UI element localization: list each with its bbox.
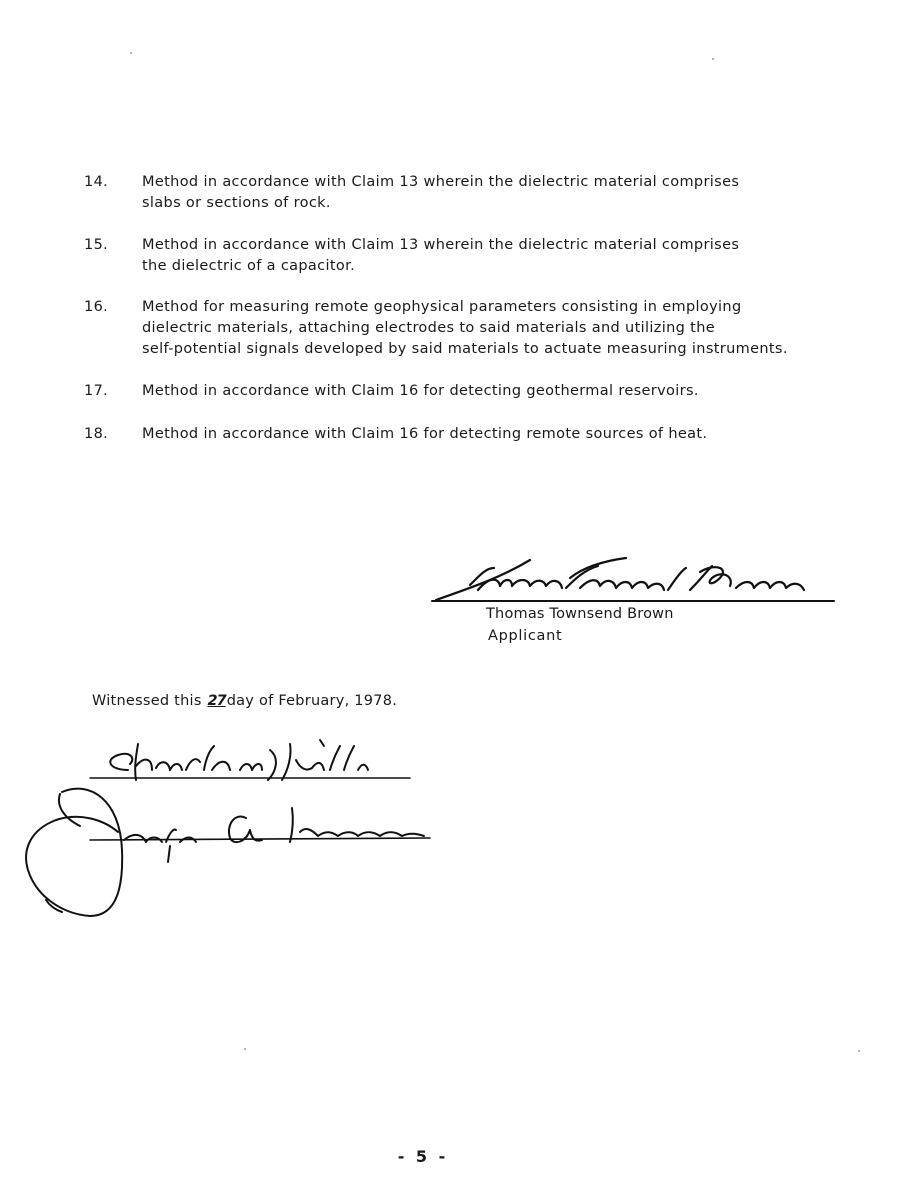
scan-speck — [858, 1050, 860, 1052]
claim-line: the dielectric of a capacitor. — [142, 258, 356, 274]
claim-number: 17. — [84, 383, 109, 399]
applicant-signature — [432, 558, 834, 601]
claim-line: dielectric materials, attaching electrodes to said materials and utilizing the — [142, 320, 716, 336]
claim-line: Method in accordance with Claim 16 for detecting geothermal reservoirs. — [142, 383, 699, 399]
witness-prefix: Witnessed this — [92, 693, 202, 709]
claim-line: slabs or sections of rock. — [142, 195, 331, 211]
scan-speck — [244, 1048, 246, 1050]
witness-suffix: day of February, 1978. — [226, 693, 398, 709]
witness-day: 27 — [207, 693, 226, 709]
page-number: - 5 - — [397, 1147, 449, 1166]
claim-number: 16. — [84, 299, 109, 315]
claim-number: 15. — [84, 237, 109, 253]
claim-line: self-potential signals developed by said materials to actuate measuring instruments. — [142, 341, 788, 357]
claim-line: Method in accordance with Claim 13 wherein the dielectric material comprises — [142, 237, 740, 253]
claim-line: Method in accordance with Claim 16 for detecting remote sources of heat. — [142, 426, 708, 442]
claim-number: 14. — [84, 174, 109, 190]
claim-number: 18. — [84, 426, 109, 442]
applicant-role: Applicant — [488, 628, 563, 644]
witness-statement — [92, 693, 397, 709]
witness-signature-1 — [90, 740, 410, 780]
witness-signature-2 — [26, 789, 430, 916]
applicant-name: Thomas Townsend Brown — [486, 606, 674, 622]
scan-speck — [130, 52, 132, 54]
scan-speck — [712, 58, 714, 60]
claim-line: Method in accordance with Claim 13 wherein the dielectric material comprises — [142, 174, 740, 190]
claim-line: Method for measuring remote geophysical parameters consisting in employing — [142, 299, 742, 315]
